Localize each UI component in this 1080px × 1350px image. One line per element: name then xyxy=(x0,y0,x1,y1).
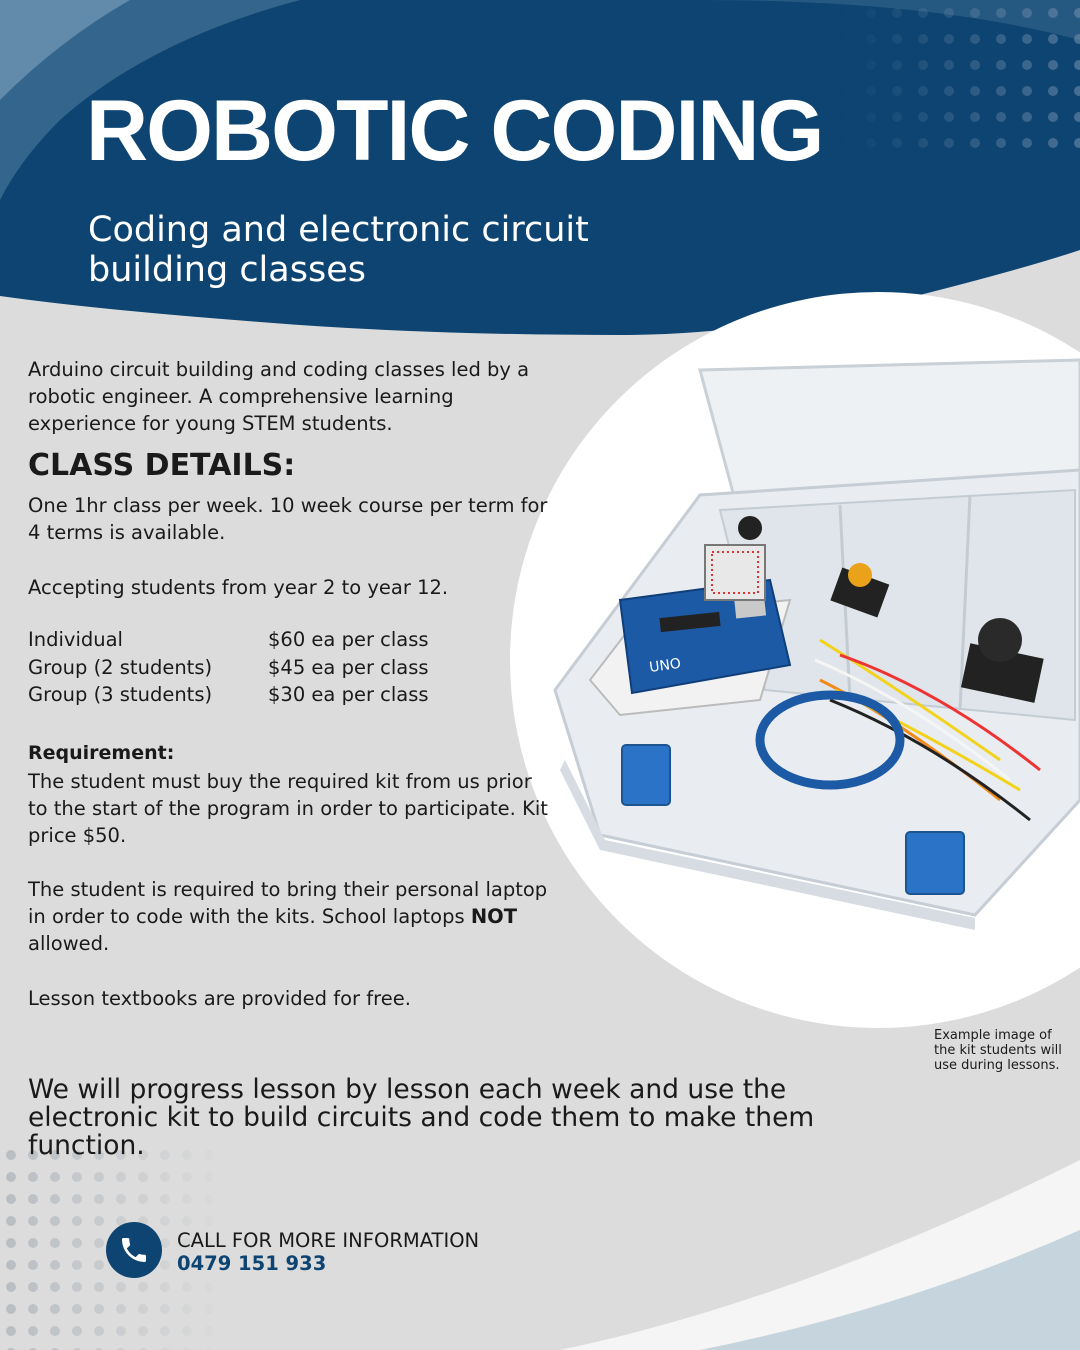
board-label: UNO xyxy=(648,655,682,676)
pricing-label: Group (3 students) xyxy=(28,683,213,706)
laptop-requirement-text xyxy=(28,876,548,957)
textbooks-text: Lesson textbooks are provided for free. xyxy=(28,987,411,1010)
laptop-text-emphasis: NOT xyxy=(470,905,518,928)
pricing-table xyxy=(28,628,429,711)
schedule-text: One 1hr class per week. 10 week course per term for 4 terms is available. xyxy=(28,494,548,544)
pricing-row xyxy=(28,628,429,656)
pricing-value: $30 ea per class xyxy=(268,683,429,706)
years-text: Accepting students from year 2 to year 12. xyxy=(28,576,449,599)
pricing-value: $45 ea per class xyxy=(268,655,429,679)
pricing-value: $60 ea per class xyxy=(268,628,429,651)
page-title: ROBOTIC CODING xyxy=(86,83,823,179)
requirement-label: Requirement: xyxy=(28,742,175,764)
pricing-label: Group (2 students) xyxy=(28,655,213,679)
phone-button[interactable] xyxy=(106,1222,162,1278)
laptop-text-end: allowed. xyxy=(28,932,110,955)
pricing-row xyxy=(28,683,429,711)
pricing-label: Individual xyxy=(28,628,123,651)
class-details-heading: CLASS DETAILS: xyxy=(28,448,296,483)
progress-statement: We will progress lesson by lesson each week and use the electronic kit to build circuits and code them to make them function. xyxy=(28,1074,815,1161)
phone-icon xyxy=(118,1234,150,1266)
call-label: CALL FOR MORE INFORMATION xyxy=(177,1229,480,1252)
phone-number-link[interactable]: 0479 151 933 xyxy=(177,1252,327,1275)
pricing-row xyxy=(28,656,429,684)
image-caption: Example image of the kit students will use during lessons. xyxy=(934,1028,1062,1073)
intro-paragraph: Arduino circuit building and coding classes led by a robotic engineer. A comprehensive learning experience for young STEM students. xyxy=(28,358,530,435)
kit-requirement-text: The student must buy the required kit from us prior to the start of the program in order to participate. Kit price $50. xyxy=(28,770,548,847)
laptop-text-start: The student is required to bring their personal laptop in order to code with the kits. School laptops xyxy=(28,878,548,928)
page-subtitle: Coding and electronic circuit building classes xyxy=(88,210,589,290)
